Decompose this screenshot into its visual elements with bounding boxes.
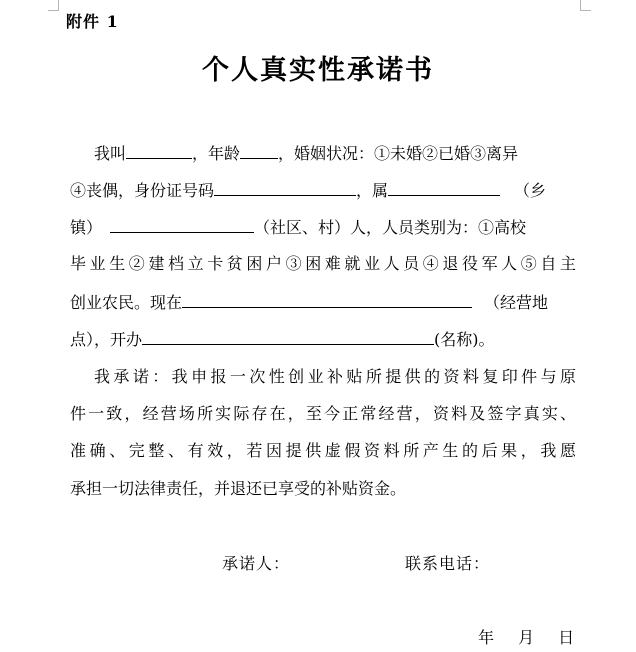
- text-segment: 创业农民。现在: [70, 293, 183, 312]
- promisor-label: 承诺人：: [222, 554, 291, 573]
- paragraph-line: 准确、完整、有效，若因提供虚假资料所产生的后果，我愿: [70, 441, 576, 460]
- page-corner-mark: [48, 0, 59, 11]
- community-blank[interactable]: [110, 215, 254, 233]
- paragraph-line: [70, 215, 576, 240]
- attachment-label: 附件 1: [66, 12, 119, 31]
- name-blank[interactable]: [126, 141, 192, 159]
- text-segment: 镇）: [70, 218, 103, 237]
- text-segment: (名称)。: [434, 330, 495, 349]
- paragraph-line: [70, 327, 576, 352]
- text-segment: ，婚姻状况：①未婚②已婚③离异: [278, 144, 519, 163]
- page-corner-mark: [580, 0, 591, 11]
- text-segment: （社区、村）人，人员类别为：①高校: [254, 218, 527, 237]
- business-name-blank[interactable]: [142, 327, 434, 345]
- paragraph-line: 承担一切法律责任，并退还已享受的补贴资金。: [70, 479, 407, 498]
- township-blank[interactable]: [388, 178, 500, 196]
- paragraph-line: 我承诺：我申报一次性创业补贴所提供的资料复印件与原: [94, 367, 576, 386]
- text-segment: ，年龄: [192, 144, 241, 163]
- date-label: 年 月 日: [478, 628, 576, 647]
- id-number-blank[interactable]: [214, 178, 356, 196]
- paragraph-line: 件一致，经营场所实际存在，至今正常经营，资料及签字真实、: [70, 404, 576, 423]
- text-segment: ④丧偶，身份证号码: [70, 181, 215, 200]
- phone-label: 联系电话：: [405, 554, 491, 573]
- text-segment: 点），开办: [70, 330, 143, 349]
- text-segment: ，属: [356, 181, 389, 200]
- page-title: 个人真实性承诺书: [202, 55, 434, 86]
- paragraph-line: 毕业生②建档立卡贫困户③困难就业人员④退役军人⑤自主: [70, 254, 576, 273]
- age-blank[interactable]: [240, 141, 278, 159]
- text-segment: 我叫: [94, 144, 127, 163]
- paragraph-line: [70, 290, 576, 315]
- business-location-blank[interactable]: [182, 290, 472, 308]
- paragraph-line: [94, 141, 576, 166]
- text-segment: （乡: [514, 181, 547, 200]
- text-segment: （经营地: [484, 293, 549, 312]
- paragraph-line: [70, 178, 576, 203]
